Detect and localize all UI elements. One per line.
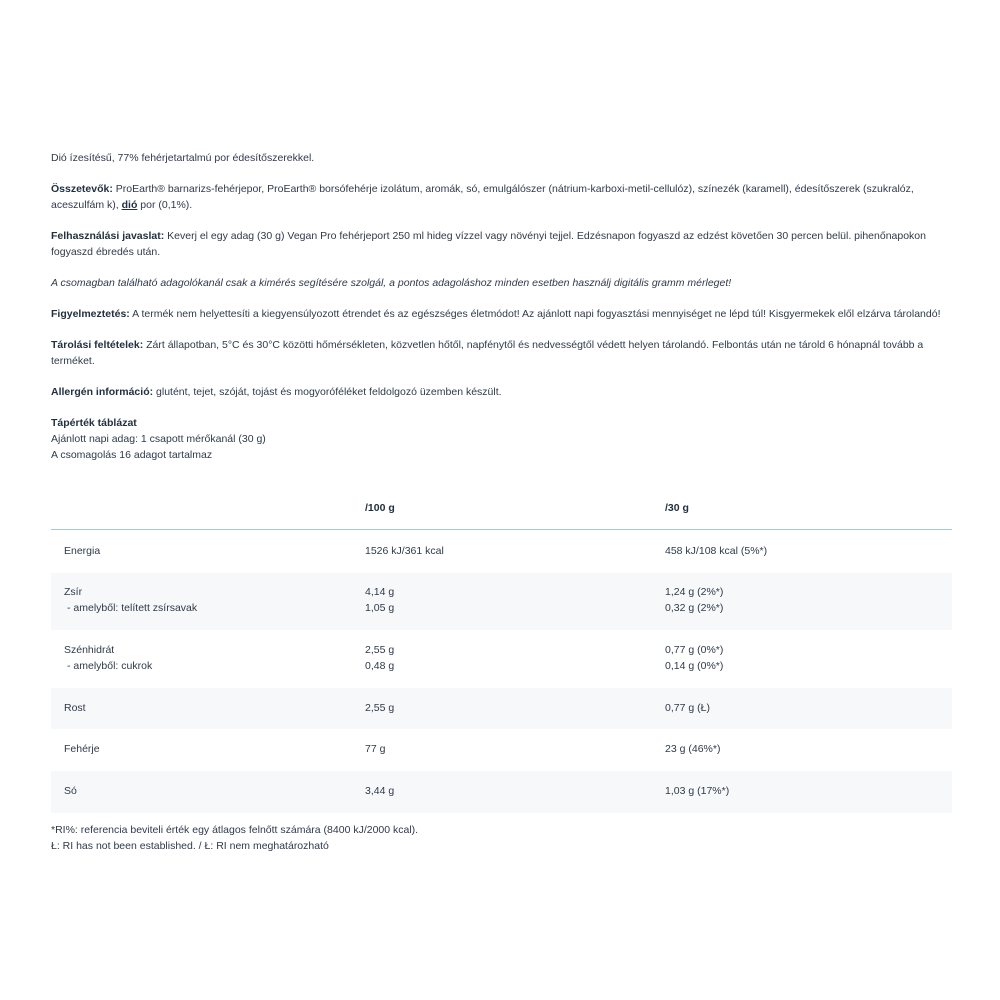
scoop-note: A csomagban található adagolókanál csak a kimérés segítésére szolgál, a pontos adagoláshoz minden esetben használj digitális gramm mérleget! bbox=[51, 277, 732, 289]
value-30g: 0,32 g (2%*) bbox=[665, 602, 724, 614]
value-30g: 0,77 g (Ł) bbox=[665, 702, 710, 714]
value-100g: 4,14 g bbox=[365, 586, 395, 598]
table-row-so bbox=[51, 771, 952, 813]
table-row-zsir bbox=[51, 573, 952, 630]
value-100g: 3,44 g bbox=[365, 785, 395, 797]
intro-text: Dió ízesítésű, 77% fehérjetartalmú por édesítőszerekkel. bbox=[51, 152, 315, 164]
ri-not-established-footnote: Ł: RI has not been established. / Ł: RI nem meghatározható bbox=[51, 840, 329, 852]
column-header-100g: /100 g bbox=[365, 502, 395, 514]
ingredients-allergen: dió bbox=[121, 199, 138, 211]
usage-text: Keverj el egy adag (30 g) Vegan Pro fehérjeport 250 ml hideg vízzel vagy növényi tejjel. Edzésnapon fogyaszd az edzést követően 30 percen belül. pihenőnapokon fogyaszd ébredés után. bbox=[51, 230, 926, 258]
usage-label: Felhasználási javaslat: bbox=[51, 230, 165, 242]
product-description bbox=[51, 150, 956, 463]
value-100g: 77 g bbox=[365, 743, 386, 755]
value-100g: 0,48 g bbox=[365, 660, 395, 672]
storage-paragraph bbox=[51, 337, 956, 369]
ingredients-label: Összetevők: bbox=[51, 183, 113, 195]
footnotes bbox=[51, 822, 951, 854]
nutrient-label: Szénhidrát bbox=[64, 644, 115, 656]
table-row-feherje bbox=[51, 729, 952, 771]
storage-text: Zárt állapotban, 5°C és 30°C közötti hőmérsékleten, közvetlen hőtől, napfénytől és nedvességtől védett helyen tárolandó. Felbontás után ne tárold 6 hónapnál tovább a terméket. bbox=[51, 339, 924, 367]
nutrient-label: Energia bbox=[64, 545, 101, 557]
ingredients-text: ProEarth® barnarizs-fehérjepor, ProEarth® borsófehérje izolátum, aromák, só, emulgálószer (nátrium-karboxi-metil-cellulóz), színezék (karamell), édesítőszerek (szukralóz, aceszulfám k), bbox=[51, 183, 914, 211]
value-30g: 1,24 g (2%*) bbox=[665, 586, 724, 598]
value-100g: 2,55 g bbox=[365, 644, 395, 656]
table-row-rost bbox=[51, 688, 952, 729]
value-30g: 23 g (46%*) bbox=[665, 743, 721, 755]
ri-footnote: *RI%: referencia beviteli érték egy átlagos felnőtt számára (8400 kJ/2000 kcal). bbox=[51, 824, 419, 836]
warning-paragraph bbox=[51, 306, 956, 322]
value-100g: 1,05 g bbox=[365, 602, 395, 614]
value-30g: 0,77 g (0%*) bbox=[665, 644, 724, 656]
warning-text: A termék nem helyettesíti a kiegyensúlyozott étrendet és az egészséges életmódot! Az ajánlott napi fogyasztási mennyiséget ne lépd túl! Kisgyermekek elől elzárva tárolandó! bbox=[129, 308, 941, 320]
nutrient-label: Zsír bbox=[64, 586, 83, 598]
servings-per-pack: A csomagolás 16 adagot tartalmaz bbox=[51, 449, 213, 461]
allergen-paragraph bbox=[51, 384, 956, 400]
nutrient-label: Só bbox=[64, 785, 77, 797]
nutrient-label: Fehérje bbox=[64, 743, 100, 755]
ingredients-text-end: por (0,1%). bbox=[137, 199, 193, 211]
ingredients-paragraph bbox=[51, 181, 956, 213]
column-header-30g: /30 g bbox=[665, 502, 689, 514]
nutrient-sublabel: - amelyből: cukrok bbox=[67, 660, 153, 672]
nutrition-table bbox=[51, 497, 952, 813]
allergen-label: Allergén információ: bbox=[51, 386, 154, 398]
value-30g: 458 kJ/108 kcal (5%*) bbox=[665, 545, 768, 557]
table-row-szenhidrat bbox=[51, 630, 952, 688]
serving-size: Ajánlott napi adag: 1 csapott mérőkanál (30 g) bbox=[51, 433, 266, 445]
value-30g: 0,14 g (0%*) bbox=[665, 660, 724, 672]
storage-label: Tárolási feltételek: bbox=[51, 339, 144, 351]
value-100g: 1526 kJ/361 kcal bbox=[365, 545, 444, 557]
nutrient-label: Rost bbox=[64, 702, 86, 714]
value-100g: 2,55 g bbox=[365, 702, 395, 714]
allergen-text: glutént, tejet, szóját, tojást és mogyoróféléket feldolgozó üzemben készült. bbox=[153, 386, 502, 398]
value-30g: 1,03 g (17%*) bbox=[665, 785, 730, 797]
usage-paragraph bbox=[51, 228, 956, 260]
nutrient-sublabel: - amelyből: telített zsírsavak bbox=[67, 602, 198, 614]
warning-label: Figyelmeztetés: bbox=[51, 308, 130, 320]
nutrition-title: Tápérték táblázat bbox=[51, 417, 137, 429]
nutrition-table-header bbox=[51, 497, 952, 530]
table-row-energia bbox=[51, 530, 952, 573]
